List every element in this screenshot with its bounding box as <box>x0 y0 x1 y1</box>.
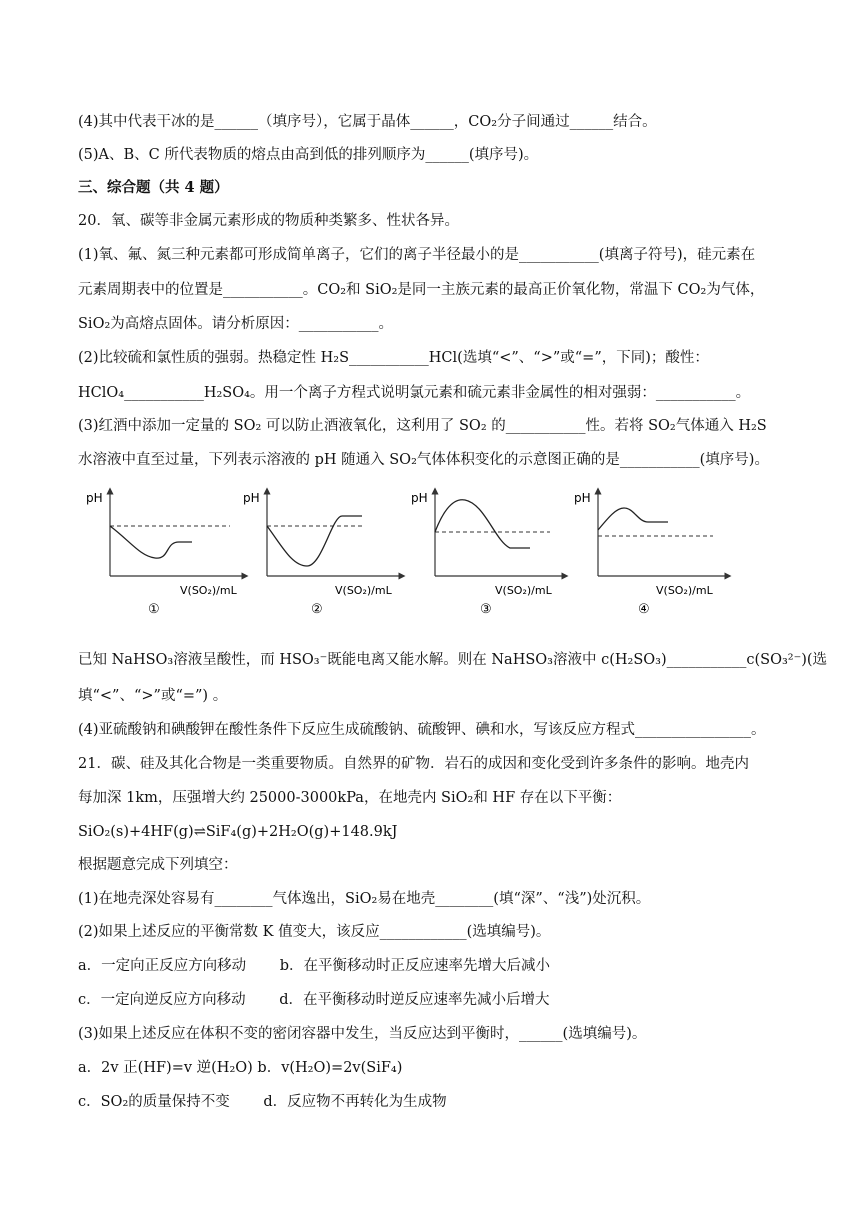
graph-4-xlabel: V(SO₂)/mL <box>656 584 713 597</box>
q20-part2-line1: (2)比较硫和氯性质的强弱。热稳定性 H₂S___________HCl(选填“<”、“>”或“=”，下同)；酸性： <box>78 350 709 366</box>
q20-part3-line2: 水溶液中直至过量，下列表示溶液的 pH 随通入 SO₂气体体积变化的示意图正确的是___________(填序号)。 <box>78 452 769 468</box>
q21-part1: (1)在地壳深处容易有________气体逸出，SiO₂易在地壳________(填“深”、“浅”)处沉积。 <box>78 891 651 907</box>
question-21-stem-line1: 21．碳、硅及其化合物是一类重要物质。自然界的矿物．岩石的成因和变化受到许多条件的影响。地壳内 <box>78 756 749 772</box>
graph-1-label: ① <box>148 602 160 617</box>
q20-part1-line1: (1)氧、氟、氮三种元素都可形成简单离子，它们的离子半径最小的是___________(填离子符号)，硅元素在 <box>78 247 756 263</box>
q20-part3-line1: (3)红酒中添加一定量的 SO₂ 可以防止酒液氧化，这利用了 SO₂ 的___________性。若将 SO₂气体通入 H₂S <box>78 418 767 434</box>
question-20-stem: 20．氧、碳等非金属元素形成的物质种类繁多、性状各异。 <box>78 213 459 229</box>
graph-1-xlabel: V(SO₂)/mL <box>180 584 237 597</box>
q21-part3: (3)如果上述反应在体积不变的密闭容器中发生，当反应达到平衡时，______(选填编号)。 <box>78 1026 647 1042</box>
q20-nahso3-line2: 填“<”、“>”或“=”) 。 <box>78 688 228 704</box>
graph-4 <box>574 491 728 617</box>
ph-graphs <box>80 486 780 626</box>
q20-part2-line2: HClO₄___________H₂SO₄。用一个离子方程式说明氯元素和硫元素非金属性的相对强弱：___________。 <box>78 385 751 401</box>
question-21-stem-line2: 每加深 1km，压强增大约 25000-3000kPa，在地壳内 SiO₂和 HF 存在以下平衡： <box>78 790 622 806</box>
q21-instruction: 根据题意完成下列填空： <box>78 857 238 873</box>
graph-1 <box>86 491 245 617</box>
graph-2-xlabel: V(SO₂)/mL <box>335 584 392 597</box>
q20-part4: (4)亚硫酸钠和碘酸钾在酸性条件下反应生成硫酸钠、硫酸钾、碘和水，写该反应方程式________________。 <box>78 722 766 738</box>
graph-3-label: ③ <box>480 602 492 617</box>
q21-equation: SiO₂(s)+4HF(g)⇌SiF₄(g)+2H₂O(g)+148.9kJ <box>78 824 398 840</box>
q20-part1-line2: 元素周期表中的位置是___________。CO₂和 SiO₂是同一主族元素的最高正价氧化物，常温下 CO₂为气体， <box>78 282 765 298</box>
q21-part3-option-ab: a．2v 正(HF)=v 逆(H₂O) b．v(H₂O)=2v(SiF₄) <box>78 1060 403 1076</box>
graph-2-label: ② <box>311 602 323 617</box>
section-heading: 三、综合题（共 4 题） <box>78 179 229 196</box>
graph-4-ylabel: pH <box>574 491 591 505</box>
line-q4: (4)其中代表干冰的是______（填序号），它属于晶体______，CO₂分子间通过______结合。 <box>78 114 657 130</box>
graph-1-ylabel: pH <box>86 491 103 505</box>
q21-part2: (2)如果上述反应的平衡常数 K 值变大，该反应____________(选填编号)。 <box>78 924 551 940</box>
graph-4-label: ④ <box>638 602 650 617</box>
graph-2 <box>243 491 402 617</box>
graph-3-xlabel: V(SO₂)/mL <box>495 584 552 597</box>
q20-part1-line3: SiO₂为高熔点固体。请分析原因：___________。 <box>78 316 394 332</box>
q21-part2-option-cd: c．一定向逆反应方向移动 d．在平衡移动时逆反应速率先减小后增大 <box>78 992 550 1008</box>
q21-part2-option-ab: a．一定向正反应方向移动 b．在平衡移动时正反应速率先增大后减小 <box>78 958 551 974</box>
q20-nahso3-line1: 已知 NaHSO₃溶液呈酸性，而 HSO₃⁻既能电离又能水解。则在 NaHSO₃溶液中 c(H₂SO₃)___________c(SO₃²⁻)(选 <box>78 652 828 668</box>
graph-3 <box>411 491 565 617</box>
line-q5: (5)A、B、C 所代表物质的熔点由高到低的排列顺序为______(填序号)。 <box>78 147 539 163</box>
q21-part3-option-cd: c．SO₂的质量保持不变 d．反应物不再转化为生成物 <box>78 1094 447 1110</box>
graph-2-ylabel: pH <box>243 491 260 505</box>
graph-3-ylabel: pH <box>411 491 428 505</box>
